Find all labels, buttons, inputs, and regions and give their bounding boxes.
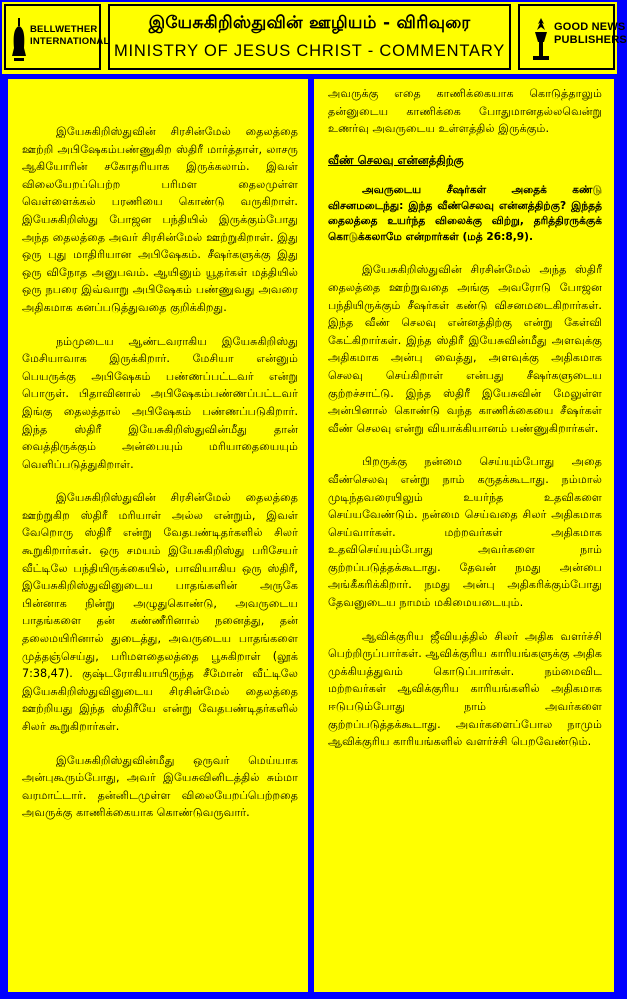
paragraph: அவருக்கு எதை காணிக்கையாக கொடுத்தாலும் தன்னுடைய காணிக்கை போதுமானதல்லவென்று உணர்வு அவருடைய உள்ளத்தில் இருக்கும். [328, 87, 602, 136]
bellwether-logo-text: BELLWETHER INTERNATIONAL [30, 24, 110, 47]
paragraph: பிறருக்கு நன்மை செய்யும்போது அதை வீண்செலவு என்று நாம் கருதக்கூடாது. நம்மால் முடிந்தவரையிலும் உயர்ந்த உதவிகளை செய்யவேண்டும். நன்மை செய்வதை சிலர் அதிகமாக செய்வார்கள். மற்றவர்கள் அதிகமாக உதவிசெய்யும்போது அவர்களை நாம் குற்றப்படுத்தக்கூடாது. தேவன் நமது அன்பை அங்கீகரிக்கிறார். நமது அன்பு அதிகரிக்கும்போது தேவனுடைய நாமம் மகிமையடையும். [328, 455, 602, 610]
good-news-logo-text: GOOD NEWS PUBLISHERS [554, 21, 627, 46]
bell-icon [12, 18, 26, 64]
title-banner [108, 4, 511, 70]
bellwether-logo [4, 4, 110, 70]
paragraph: ஆவிக்குரிய ஜீவியத்தில் சிலர் அதிக வளர்ச்சி பெற்றிருப்பார்கள். ஆவிக்குரிய காரியங்களுக்கு அதிக முக்கியத்துவம் கொடுப்பார்கள். நம்மைவிட மற்றவர்கள் ஆவிக்குரிய காரியங்களில் அதிகமாக ஈடுபடும்போது நாம் அவர்களை குற்றப்படுத்தக்கூடாது. அவர்களைப்போல நாமும் ஆவிக்குரிய காரியங்களில் வளர்ச்சி பெறவேண்டும். [328, 629, 602, 749]
scripture-quote: அவருடைய சீஷர்கள் அதைக் கண்டு விசனமடைந்து: இந்த வீண்செலவு என்னத்திற்கு? இந்தத் தைலத்தை உயர்ந்த விலைக்கு விற்று, தரித்திரருக்குக் கொடுக்கலாமே என்றார்கள் (மத் 26:8,9). [328, 184, 602, 243]
section-heading: வீண் செலவு என்னத்திற்கு [328, 152, 464, 167]
paragraph: இயேசுகிறிஸ்துவின் சிரசின்மேல் தைலத்தை ஊற்றி அபிஷேகம்பண்ணுகிற ஸ்திரீ மார்த்தாள், லாசரு ஆகியோரின் சகோதரியாக இருக்கலாம். இவள் விலையேறப்பெற்ற பரிமள தைலமுள்ள வெள்ளைக்கல் பரணியை கொண்டு வருகிறாள். இயேசுகிறிஸ்து போஜன பந்தியில் இருக்கும்போது அந்த தைலத்தை அவர் சிரசின்மேல் ஊற்றுகிறாள். இது ஒரு புது மாதிரியான அபிஷேகம். சீஷர்களுக்கு இது ஒரு விநோத அனுபவம். ஆயினும் யூதர்கள் மத்தியில் ஒரு நபரை இவ்வாறு அபிஷேகம் பண்ணுவது அவரை அதிகமாக கனப்படுத்துவதை குறிக்கிறது. [22, 125, 298, 314]
title-tamil: இயேசுகிறிஸ்துவின் ஊழியம் - விரிவுரை [148, 13, 471, 33]
paragraph: இயேசுகிறிஸ்துவின் சிரசின்மேல் தைலத்தை ஊற்றுகிற ஸ்திரீ மரியாள் அல்ல என்றும், இவள் வேறொரு ஸ்திரீ என்று வேதபண்டிதர்களில் சிலர் கூறுகிறார்கள். ஒரு சமயம் இயேசுகிறிஸ்து பரிசேயர் வீட்டிலே பந்தியிருக்கையில், பாவியாகிய ஒரு ஸ்திரீ, இயேசுகிறிஸ்துவினுடைய பாதங்களின் அருகே பின்னாக நின்று அழுதுகொண்டு, அவருடைய பாதங்களை தன் கண்ணீரினால் நனைத்து, தன் தலைமயிரினால் துடைத்து, அவருடைய பாதங்களை முத்தஞ்செய்து, பரிமளதைலத்தை பூசுகிறாள் (லூக் 7:38,47). குஷ்டரோகியாயிருந்த சீமோன் வீட்டிலே இயேசுகிறிஸ்துவினுடைய சிரசின்மேல் தைலத்தை ஊற்றியது இந்த ஸ்திரீயே என்று வேதபண்டிதர்களில் சிலர் கூறுகிறார்கள். [22, 491, 298, 733]
good-news-logo [518, 4, 627, 70]
left-column [8, 79, 308, 992]
title-english: MINISTRY OF JESUS CHRIST - COMMENTARY [113, 42, 506, 60]
page-header [2, 2, 627, 74]
paragraph: நம்முடைய ஆண்டவராகிய இயேசுகிறிஸ்து மேசியாவாக இருக்கிறார். மேசியா என்னும் பெயருக்கு அபிஷேகம் பண்ணப்பட்டவர் என்று பொருள். பிதாவினால் அபிஷேகம்பண்ணப்பட்டவர் இங்கு தைலத்தால் அபிஷேகம் பண்ணப்படுகிறார். இந்த ஸ்திரீ இயேசுகிறிஸ்துவின்மீது தான் வைத்திருக்கும் அன்பையும் மரியாதையையும் வெளிப்படுத்துகிறாள். [22, 334, 298, 471]
right-column [314, 79, 614, 992]
torch-icon [530, 18, 552, 64]
paragraph: இயேசுகிறிஸ்துவின் சிரசின்மேல் அந்த ஸ்திரீ தைலத்தை ஊற்றுவதை அங்கு அவரோடு போஜன பந்தியிருக்கும் சீஷர்கள் கண்டு விசனமடைகிறார்கள். இந்த வீண் செலவு என்னத்திற்கு என்று கேள்வி கேட்கிறார்கள். இந்த ஸ்திரீ இயேசுவின்மீது அளவுக்கு அதிகமாக அன்பு வைத்து, அளவுக்கு அதிகமாக செலவு செய்கிறாள் என்பது சீஷர்களுடைய குற்றச்சாட்டு. இந்த ஸ்திரீ இயேசுவின் மேலுள்ள அன்பினால் கொண்டு வந்த காணிக்கையை சீஷர்கள் வீண் செலவு என்று வியாக்கியானம் பண்ணுகிறார்கள். [328, 263, 602, 435]
paragraph: இயேசுகிறிஸ்துவின்மீது ஒருவர் மெய்யாக அன்புகூரும்போது, அவர் இயேசுவினிடத்தில் சும்மா வரமாட்டார். தன்னிடமுள்ள விலையேறப்பெற்றதை அவருக்கு காணிக்கையாக கொண்டுவருவார். [22, 753, 298, 820]
